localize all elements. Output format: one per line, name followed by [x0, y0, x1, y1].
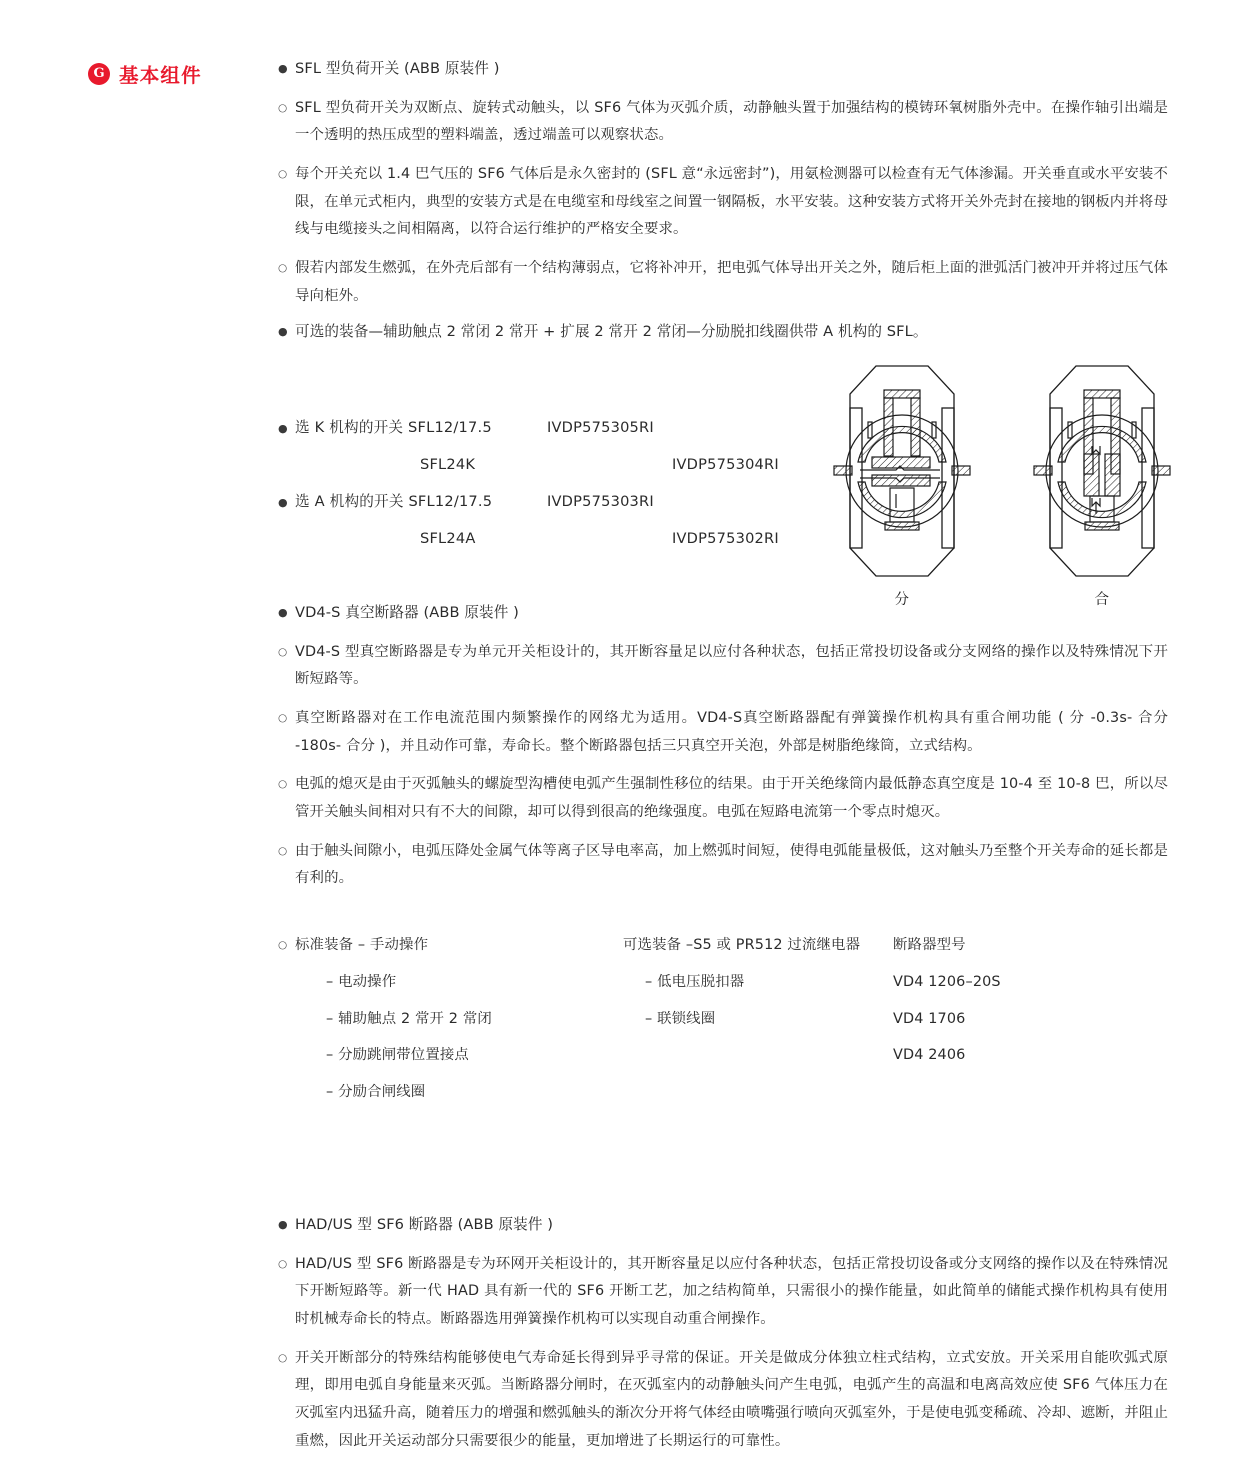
section-badge-icon: G: [88, 63, 110, 85]
spacer: [278, 904, 1168, 938]
bullet-icon: ●: [278, 421, 288, 435]
spec-header-standard: ○ 标准装备 – 手动操作: [278, 938, 623, 954]
spec-model-value: VD4 1206–20S: [893, 973, 1001, 990]
product-code: IVDP575302RI: [672, 529, 779, 547]
switch-closed-illustration: [1028, 362, 1176, 580]
diagram-closed-position: [1028, 362, 1176, 609]
hadus-paragraph-1: ○ HAD/US 型 SF6 断路器是专为环网开关柜设计的，其开断容量足以应付各种状态，包括正常投切设备或分支网络的操作以及在特殊情况下开断短路等。新一代 HAD 具有新一代的 SF6 开断工艺，加之结构简单，只需很小的操作能量，如此简单的储能式操作机构具有使用时机械寿命长的特点。断路器选用弹簧操作机构可以实现自动重合闸操作。: [278, 1251, 1168, 1334]
spec-column-model: [893, 938, 1168, 1122]
vd4s-paragraph-4: ○ 由于触头间隙小，电弧压降处金属气体等离子区导电率高，加上燃弧时间短，使得电弧能量极低，这对触头乃至整个开关寿命的延长都是有利的。: [278, 838, 1168, 893]
spec-item: – 辅助触点 2 常开 2 常闭: [326, 1010, 492, 1027]
spec-header-model: 断路器型号: [893, 936, 966, 953]
product-name: SFL24A: [420, 529, 476, 547]
spec-item: – 分励合闸线圈: [326, 1084, 426, 1101]
spec-item: – 电动操作: [326, 973, 397, 990]
hadus-heading: ● HAD/US 型 SF6 断路器 (ABB 原装件 ): [278, 1214, 1168, 1237]
sfl-paragraph-3: ○ 假若内部发生燃弧，在外壳后部有一个结构薄弱点，它将补冲开，把电弧气体导出开关之外，随后柜上面的泄弧活门被冲开并将过压气体导向柜外。: [278, 255, 1168, 310]
spec-item: – 低电压脱扣器: [645, 973, 745, 990]
diagram-label-closed: 合: [1094, 592, 1110, 608]
vd4s-section: [278, 602, 1168, 893]
product-code: IVDP575304RI: [672, 455, 779, 473]
vd4s-paragraph-3: ○ 电弧的熄灭是由于灭弧触头的螺旋型沟槽使电弧产生强制性移位的结果。由于开关绝缘筒内最低静态真空度是 10-4 至 10-8 巴，所以尽管开关触头间相对只有不大的间隙，却可以得到很高的绝缘强度。电弧在短路电流第一个零点时熄灭。: [278, 771, 1168, 826]
spec-item: – 联锁线圈: [645, 1010, 716, 1027]
product-code: IVDP575303RI: [547, 492, 654, 510]
spec-model-value: VD4 2406: [893, 1047, 966, 1064]
switch-open-illustration: [828, 362, 976, 580]
sfl-section: [278, 58, 1168, 344]
section-heading: [88, 60, 202, 88]
main-content: [278, 58, 1168, 1466]
page-title: 基本组件: [119, 64, 202, 87]
vd4s-paragraph-2: ○ 真空断路器对在工作电流范围内频繁操作的网络尤为适用。VD4-S真空断路器配有弹簧操作机构具有重合闸功能 ( 分 -0.3s- 合分 -180s- 合分 )，并且动作可靠，寿命长。整个断路器包括三只真空开关泡，外部是树脂绝缘筒，立式结构。: [278, 705, 1168, 760]
spec-model-value: VD4 1706: [893, 1010, 966, 1027]
hadus-section: [278, 1214, 1168, 1455]
hadus-paragraph-2: ○ 开关开断部分的特殊结构能够使电气寿命延长得到异乎寻常的保证。开关是做成分体独立柱式结构，立式安放。开关采用自能吹弧式原理，即用电弧自身能量来灭弧。当断路器分闸时，在灭弧室内的动静触头问产生电弧，电弧产生的高温和电离高效应使 SF6 气体压力在灭弧室内迅猛升高，随着压力的增强和燃弧触头的渐次分开将气体经由喷嘴强行喷向灭弧室外，于是使电弧变稀疏、冷却、遮断，并阻止重燃，因此开关运动部分只需要很少的能量，更加增进了长期运行的可靠性。: [278, 1345, 1168, 1456]
sfl-optional-equipment: ● 可选的装备—辅助触点 2 常闭 2 常开 + 扩展 2 常开 2 常闭—分励脱扣线圈供带 A 机构的 SFL。: [278, 321, 1168, 344]
product-name: 选 A 机构的开关 SFL12/17.5: [295, 492, 493, 510]
specification-table: [278, 938, 1168, 1122]
switch-diagram-area: [828, 362, 1176, 612]
spacer: [278, 1122, 1168, 1214]
spec-header-optional: 可选装备 –S5 或 PR512 过流继电器: [623, 936, 861, 953]
diagram-label-open: 分: [894, 592, 910, 608]
spec-column-standard: [278, 938, 623, 1122]
product-name: 选 K 机构的开关 SFL12/17.5: [295, 418, 492, 436]
vd4s-heading: ● VD4-S 真空断路器 (ABB 原装件 ): [278, 602, 1168, 625]
sfl-heading: ● SFL 型负荷开关 (ABB 原装件 ): [278, 58, 1168, 81]
spec-item: – 分励跳闸带位置接点: [326, 1047, 469, 1064]
sfl-paragraph-2: ○ 每个开关充以 1.4 巴气压的 SF6 气体后是永久密封的 (SFL 意“永远密封”)，用氨检测器可以检查有无气体渗漏。开关垂直或水平安装不限，在单元式柜内，典型的安装方式是在电缆室和母线室之间置一钢隔板，水平安装。这种安装方式将开关外壳封在接地的钢板内并将母线与电缆接头之间相隔离，以符合运行维护的严格安全要求。: [278, 161, 1168, 244]
diagram-open-position: [828, 362, 976, 609]
product-code: IVDP575305RI: [547, 418, 654, 436]
spec-column-optional: [623, 938, 893, 1122]
sfl-paragraph-1: ○ SFL 型负荷开关为双断点、旋转式动触头，以 SF6 气体为灭弧介质，动静触头置于加强结构的模铸环氧树脂外壳中。在操作轴引出端是一个透明的热压成型的塑料端盖，透过端盖可以观察状态。: [278, 95, 1168, 150]
product-name: SFL24K: [420, 455, 476, 473]
vd4s-paragraph-1: ○ VD4-S 型真空断路器是专为单元开关柜设计的，其开断容量足以应付各种状态，包括正常投切设备或分支网络的操作以及特殊情况下开断短路等。: [278, 639, 1168, 694]
bullet-icon: ●: [278, 495, 288, 509]
